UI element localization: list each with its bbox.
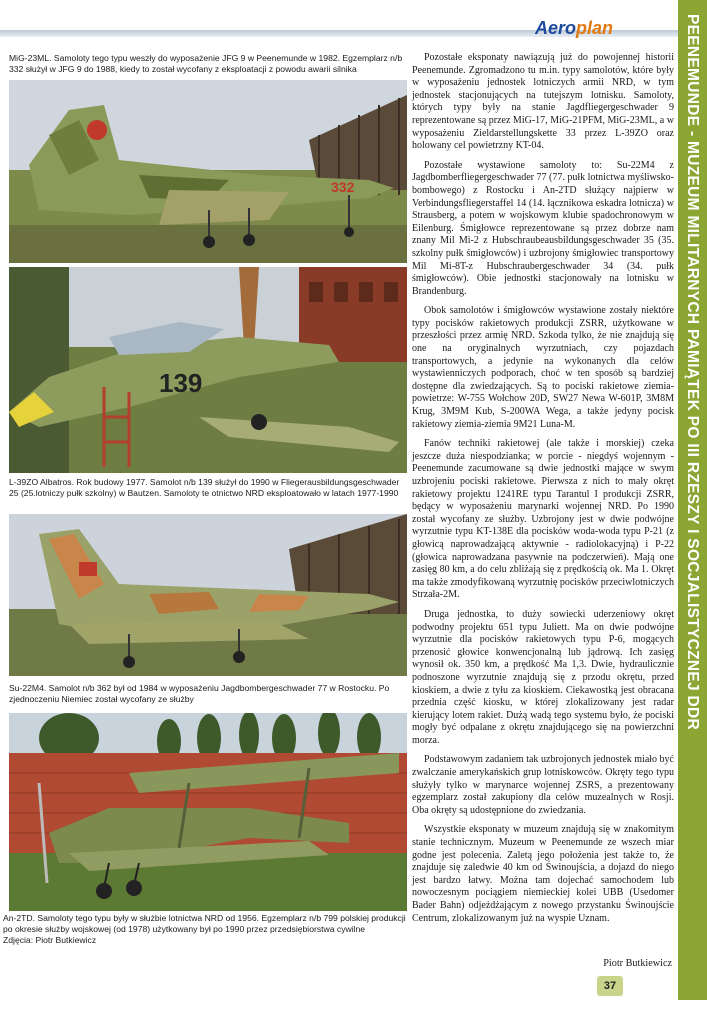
photo-su22 [9,514,407,676]
paragraph-1: Pozostałe eksponaty nawiązują już do powojennej historii Peenemunde. Zgromadzono tu m.in. typy samolotów, które były w wyposażeniu jednostek lotniczych armii NRD, w tym jednostek stacjonujących na tutejszym lotnisku. Samoloty, których typy były na stanie Jagdfliegergeschwader 9 reprezentowane są przez MiG-17, MiG-21PFM, MiG-23ML, a w wyposażeniu Zieldarstellungskette 33 przez L-39ZO oraz holowany cel powietrzny KT-04. [412,52,674,152]
caption-an2 [3,913,407,946]
logo-part-aero: Aero [535,18,577,38]
photo-an2 [9,713,407,911]
article-author: Piotr Butkiewicz [603,958,672,969]
paragraph-6: Podstawowym zadaniem tak uzbrojonych jednostek miało być zwalczanie amerykańskich grup lotniskowców. Okręty tego typu służyły tylko w marynarce wojennej ZSRS, a prezentowany egzemplarz został zakupiony dla celów muzealnych w Rosji. Oba okręty są udostępnione do zwiedzania. [412,754,674,816]
article-body [412,52,674,932]
photo-credit: Zdjęcia: Piotr Butkiewicz [3,935,97,945]
caption-mig23: MiG-23ML. Samoloty tego typu weszły do wyposażenie JFG 9 w Peenemunde w 1982. Egzemplarz n/b 332 służył w JFG 9 do 1988, kiedy to został wycofany z eksploatacji z powodu awarii silnika [9,53,403,74]
side-title: PEENEMUNDE - MUZEUM MILITARNYCH PAMIĄTEK PO III RZESZY I SOCJALISTYCZNEJ DDR [684,14,701,731]
logo-part-plan: plan [576,18,614,38]
paragraph-5: Druga jednostka, to duży sowiecki uderzeniowy okręt podwodny projektu 651 typu Juliett. Ma on dwie podwójne wyrzutnie dla pocisków rakietowych typu P-6, mogących przenosić głowice konwencjonalną lub jądrową. Ich zasięg wynosił ok. 350 km, a prędkość Ma 1,3. Dwie, hydraulicznie podnoszone wyrzutnie znajdują się z przodu okrętu, przed kioskiem, a dwie z tyłu za kioskiem. Ciekawostką jest obracana przednia część kiosku, w której zlokalizowany jest radar kierujący lotem rakiet. Dużą wadą tego systemu było, że pociski mogły być odpalane z okrętu znajdującego się na powierzchni morza. [412,608,674,746]
paragraph-4: Fanów techniki rakietowej (ale także i morskiej) czeka jeszcze duża niespodzianka; w porcie - niegdyś wojennym - Peenemunde zacumowane są dwie jednostki mające w swym uzbrojeniu pociski rakietowe. Pierwsza z nich to mały okręt rakietowy projektu 1241RE typu Tarantul I produkcji ZSRR, będący w wyposażeniu marynarki wojennej NRD. Po 1990 został wycofany ze służby. Uzbrojony jest w dwie podwójne wyrzutnie typu KT-138E dla pocisków woda-woda typu P-21 (z głowicą naprowadzającą aktywnie - radiolokacyjną) i P-22 (głowica naprowadzana pasywnie na podczerwień). Mają one zasięg 80 km, a do celu zbliżają się z prędkością ok. Ma 1. Okręt ma także zmodyfikowaną wyrzutnię pocisków przeciwlotniczych Strzała-2M. [412,438,674,601]
magazine-logo [535,18,635,40]
page-number: 37 [597,976,623,996]
mig23-side-number: 332 [331,179,355,195]
l39-side-number: 139 [159,368,203,398]
photo-l39 [9,267,407,473]
paragraph-3: Obok samolotów i śmigłowców wystawione zostały niektóre typy pocisków rakietowych produkcji ZSRR, użytkowane w przeszłości przez armię NRD. Szkoda tylko, że nie znajdują się one na oryginalnych wyrzutniach, czy pojazdach transportowych, a jedynie na wykonanych dla celów wystawienniczych podporach, choć w ten sposób są bardziej dostępne dla zwiedzających. Są to pociski rakietowe ziemia-powietrze: W-755 Wołchow 20D, SW27 Newa W-601P, 3M8M Krug, 3M9M Kub, S-200WA Wega, a także jedyny pocisk rakietowy ziemia-ziemia 9M21 Luna-M. [412,305,674,430]
caption-l39: L-39ZO Albatros. Rok budowy 1977. Samolot n/b 139 służył do 1990 w Fliegerausbildungsgeschwader 25 (25.lotniczy pułk szkolny) w Bautzen. Samoloty te otnictwo NRD eksploatowało w latach 1977-1990 [9,477,400,498]
paragraph-2: Pozostałe wystawione samoloty to: Su-22M4 z Jagdbomberfliegergeschwader 77 (77. pułk lotnictwa myśliwsko-bombowego) z Rostocku i An-2TD służący najpierw w Verbindungsfliegerstaffel 14 (14. łącznikowa eskadra lotnicza) w Strausberg, a potem w wojskowym klubie spadochronowym w Eilenburg. Śmigłowce reprezentowane są przez dobrze nam znany Mil Mi-2 z Hubschraubeausbildungsgeschwader 35 (35. szkolny pułk śmigłowców) i uzbrojony śmigłowiec transportowy Mil Mi-8T-z Hubschraubergeschwader 34 (34. pułk śmigłowców). Obie jednostki stacjonowały na lotnisku w Brandenburg. [412,159,674,297]
paragraph-7: Wszystkie eksponaty w muzeum znajdują się w znakomitym stanie technicznym. Muzeum w Peenemunde ze wszech miar godne jest polecenia. Zaletą jego położenia jest także to, że znajduje się zaledwie 40 km od Świnoujścia, a dojazd do niego jest bardzo łatwy. Można tam dojechać samochodem lub nowoczesnym pociągiem niemieckiej kolei UBB (Usedomer Bader Bahn) odjeżdżającym z nowego przystanku Świnoujście Centrum, zlokalizowanym już na wyspie Uznam. [412,824,674,924]
caption-su22: Su-22M4. Samolot n/b 362 był od 1984 w wyposażeniu Jagdbombergeschwader 77 w Rostocku. Po zjednoczeniu Niemiec został wycofany ze służby [9,683,390,704]
photo-mig23 [9,80,407,263]
caption-an2-text: An-2TD. Samoloty tego typu były w służbie lotnictwa NRD od 1956. Egzemplarz n/b 799 polskiej produkcji po okresie służby wojskowej (od 1978) użytkowany był po 1990 przez przedsiębiorstwa cywilne [3,913,406,934]
side-title-band [678,0,707,1000]
